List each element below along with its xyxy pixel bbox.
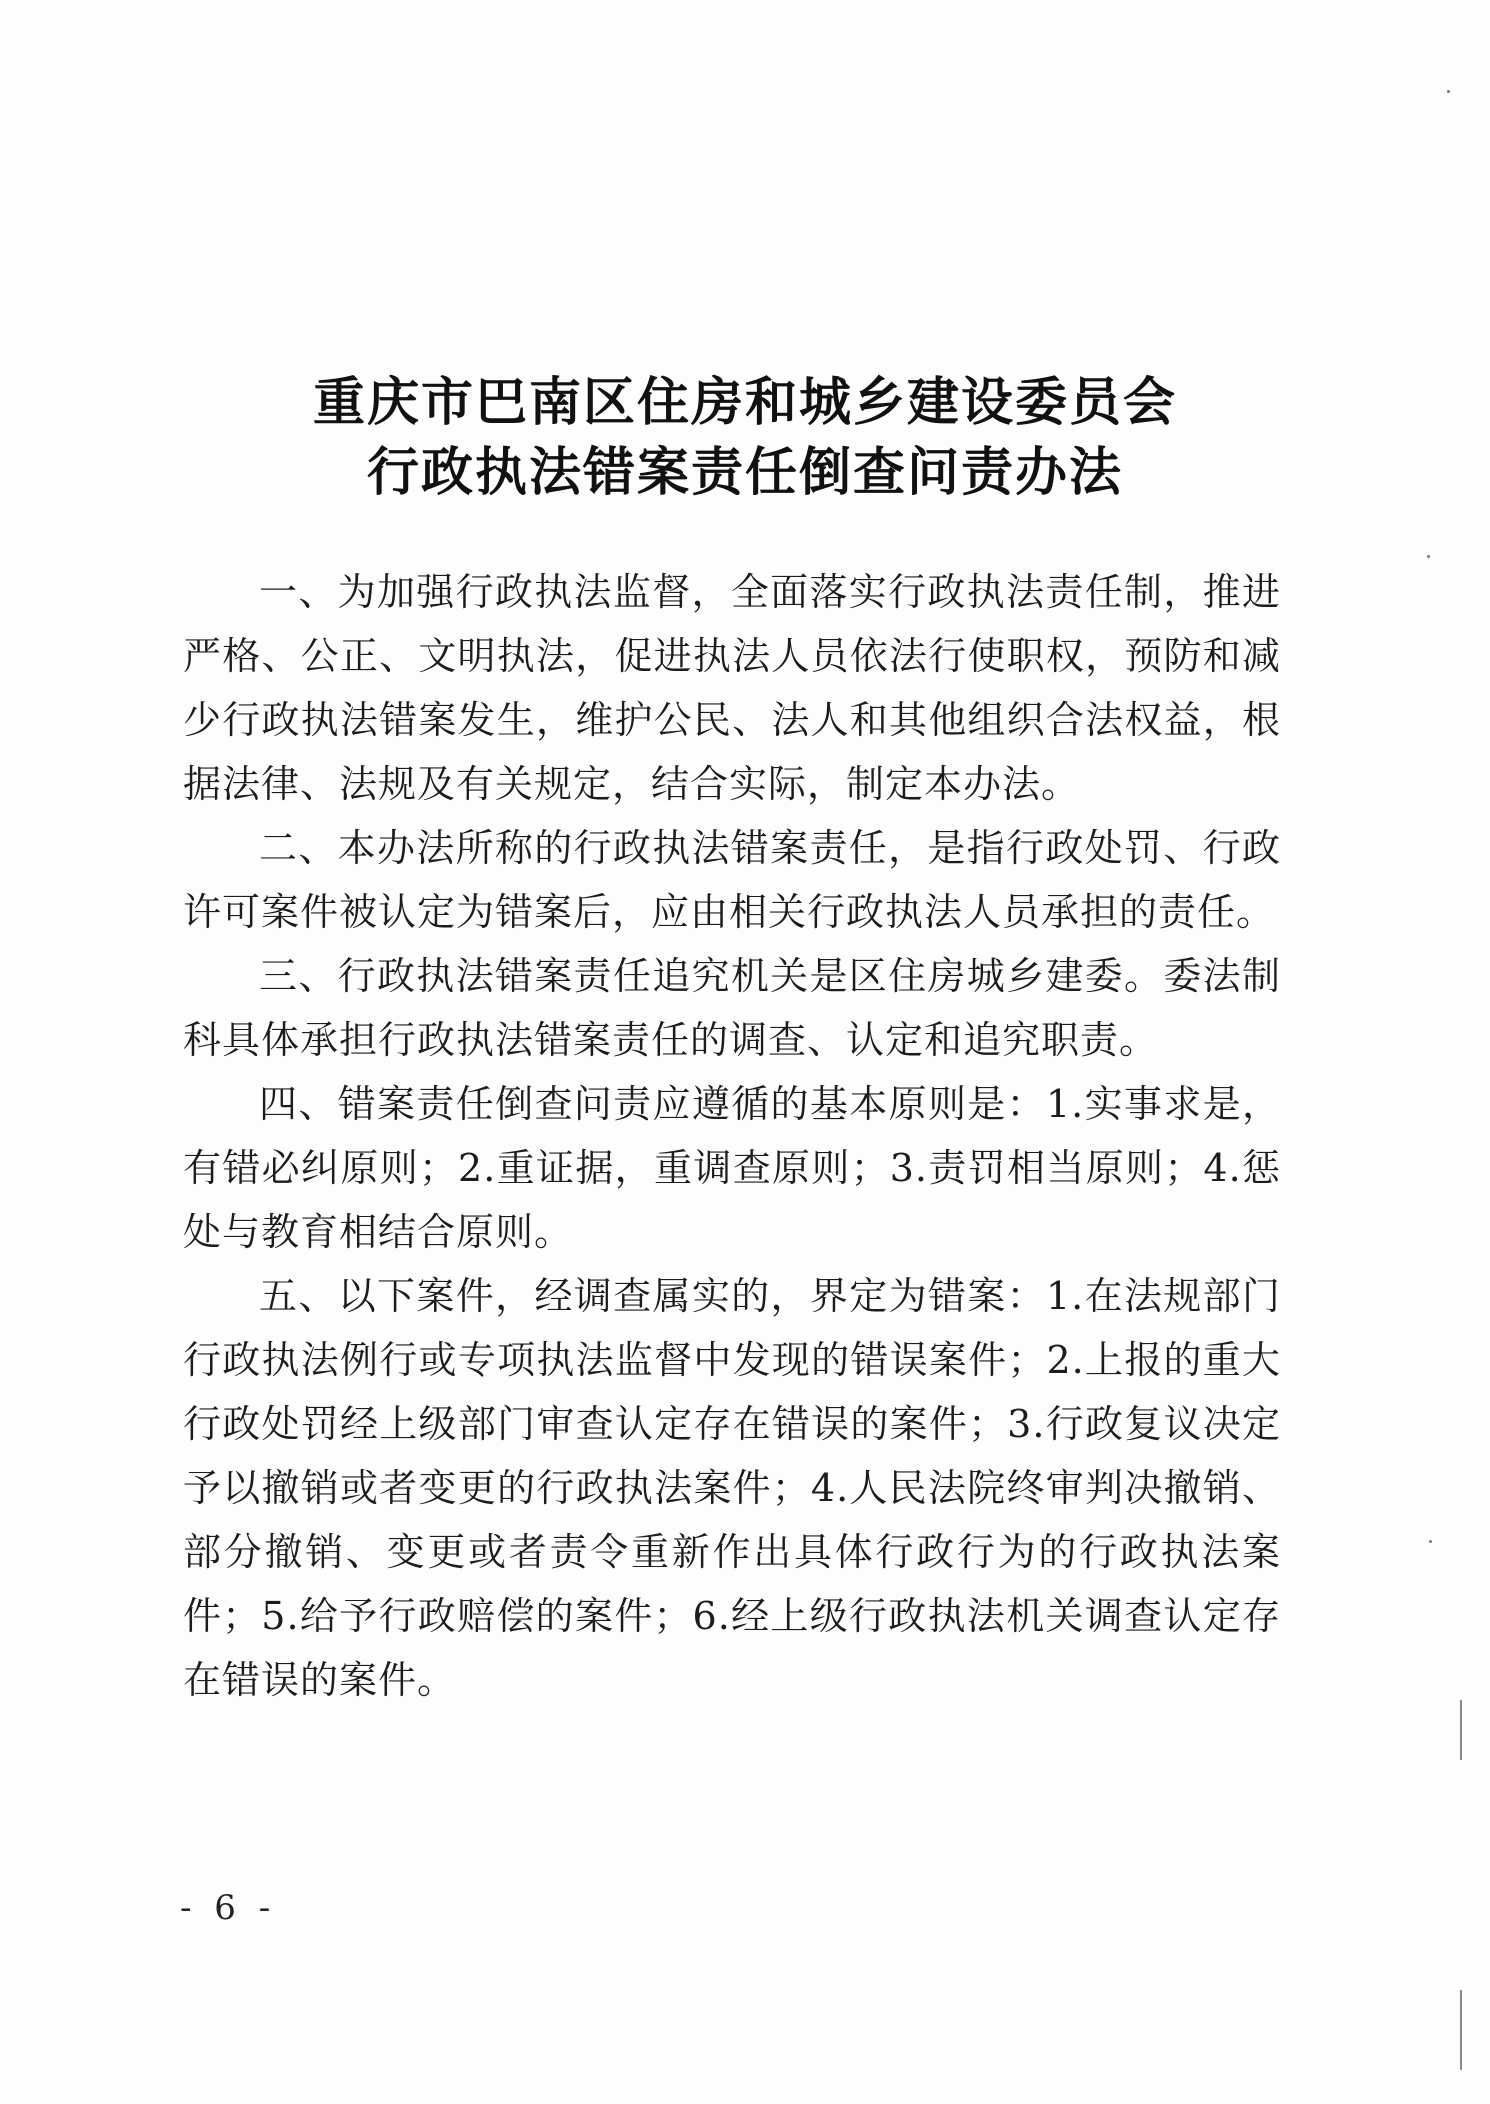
- paragraph-3: 三、行政执法错案责任追究机关是区住房城乡建委。委法制科具体承担行政执法错案责任的调查、认定和追究职责。: [183, 954, 1281, 1062]
- document-title-line1: 重庆市巴南区住房和城乡建设委员会: [312, 372, 1177, 433]
- paragraph-4: 四、错案责任倒查问责应遵循的基本原则是：1.实事求是，有错必纠原则；2.重证据，重调查原则；3.责罚相当原则；4.惩处与教育相结合原则。: [183, 1082, 1281, 1254]
- scan-speck: [1429, 1540, 1432, 1543]
- paragraph-1: 一、为加强行政执法监督，全面落实行政执法责任制，推进严格、公正、文明执法，促进执法人员依法行使职权，预防和减少行政执法错案发生，维护公民、法人和其他组织合法权益，根据法律、法规及有关规定，结合实际，制定本办法。: [183, 570, 1281, 806]
- document-body: [183, 560, 1281, 1712]
- document-title-line2: 行政执法错案责任倒查问责办法: [366, 442, 1123, 503]
- page-number: - 6 -: [180, 1888, 277, 1928]
- scan-margin-mark: [1460, 1700, 1462, 1760]
- paragraph-2: 二、本办法所称的行政执法错案责任，是指行政处罚、行政许可案件被认定为错案后，应由相关行政执法人员承担的责任。: [183, 826, 1281, 934]
- scan-speck: [1447, 90, 1450, 93]
- scan-speck: [1427, 555, 1430, 558]
- scan-margin-mark: [1460, 1990, 1462, 2070]
- paragraph-5: 五、以下案件，经调查属实的，界定为错案：1.在法规部门行政执法例行或专项执法监督中发现的错误案件；2.上报的重大行政处罚经上级部门审查认定存在错误的案件；3.行政复议决定予以撤销或者变更的行政执法案件；4.人民法院终审判决撤销、部分撤销、变更或者责令重新作出具体行政行为的行政执法案件；5.给予行政赔偿的案件；6.经上级行政执法机关调查认定存在错误的案件。: [183, 1274, 1281, 1702]
